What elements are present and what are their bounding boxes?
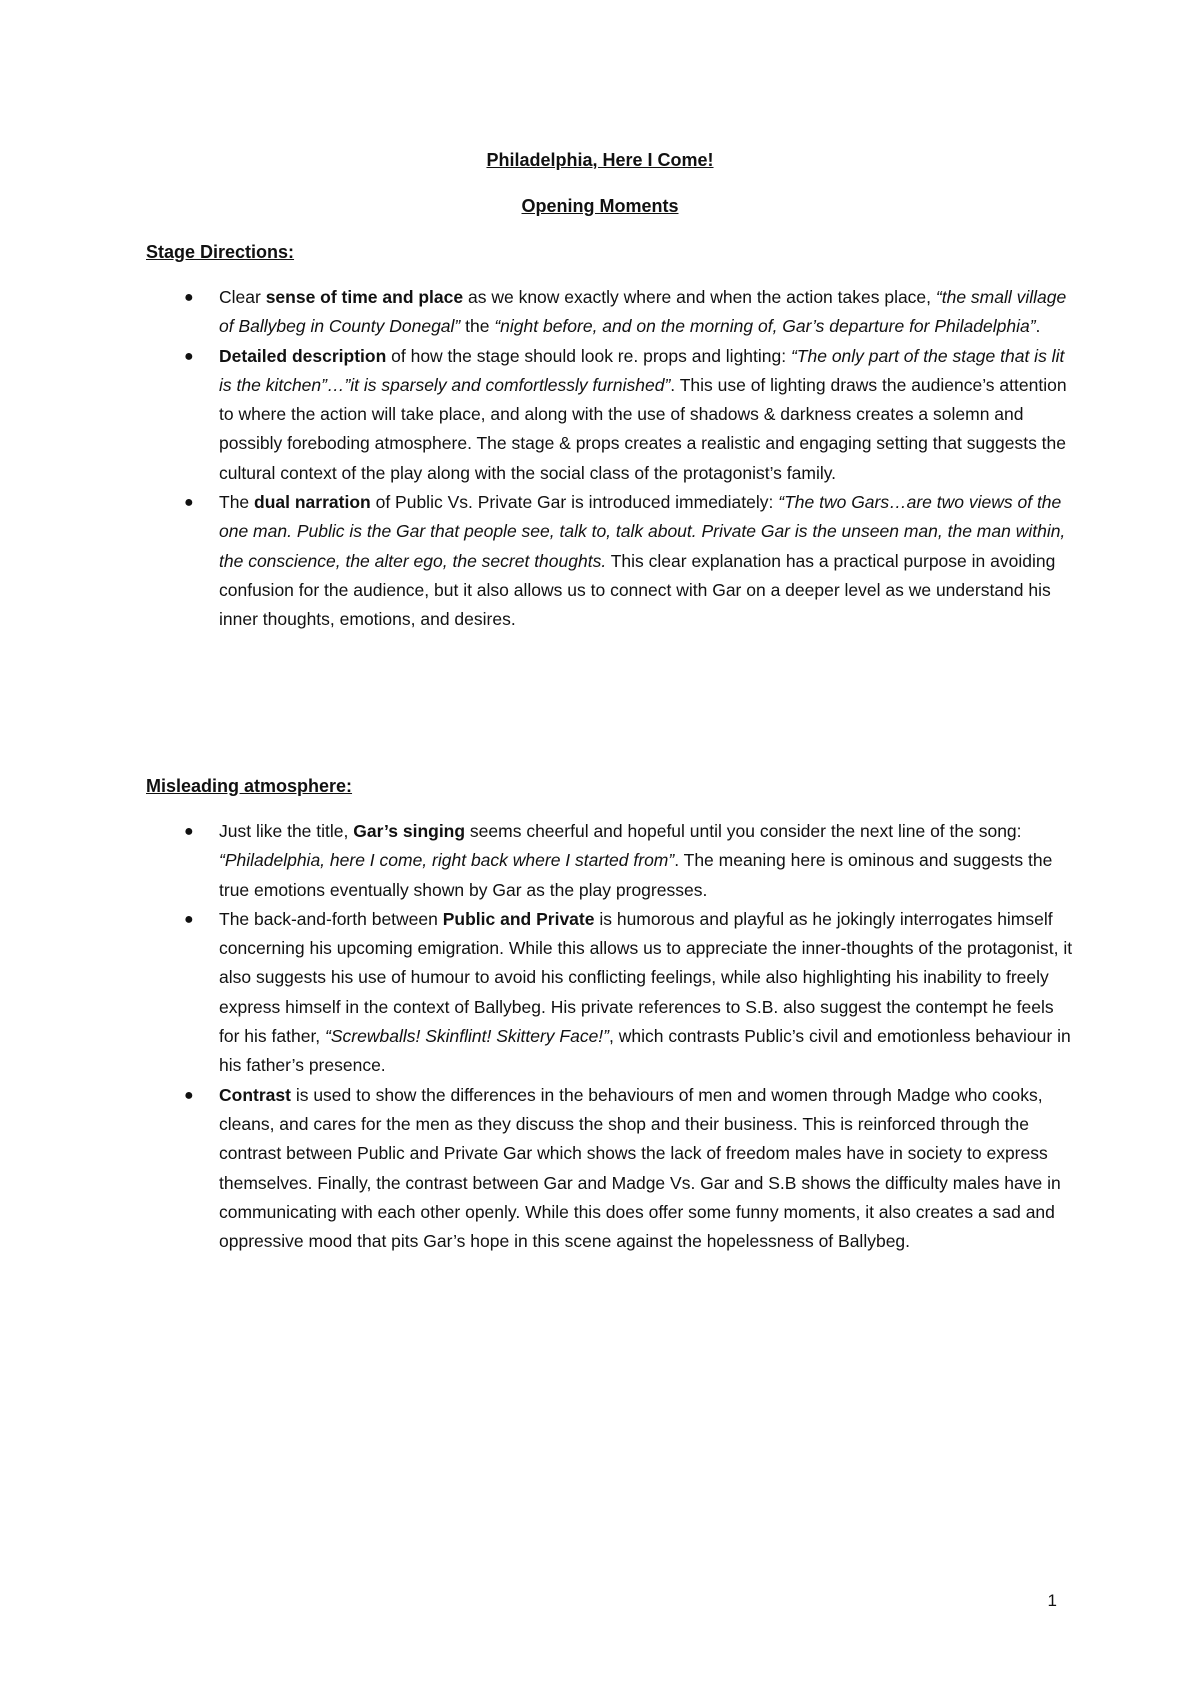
text-run: . This use of lighting draws the audience’s attention to where the action will take place, and along with the use of shadows & darkness creates a solemn and possibly foreboding atmosphere. The stage & props creates a realistic and engaging setting that suggests the cultural context of the play along with the social class of the protagonist’s family. <box>219 374 1067 483</box>
text-run: The <box>219 492 255 513</box>
quotation: “The two Gars…are two views of the one man. Public is the Gar that people see, talk to, talk about. Private Gar is the unseen man, the man within, the conscience, the alter ego, the secret thoughts. <box>219 492 1066 571</box>
quotation: “Screwballs! Skinflint! Skittery Face!” <box>325 1026 609 1047</box>
bullet-text <box>219 821 1052 900</box>
text-run: This clear explanation has a practical purpose in avoiding confusion for the audience, but it also allows us to connect with Gar on a deeper level as we understand his inner thoughts, emotions, and desires. <box>219 550 1056 630</box>
text-run: Clear <box>219 287 266 307</box>
text-run: as we know exactly where and when the action takes place, <box>463 287 936 307</box>
document-title: Philadelphia, Here I Come! <box>486 150 714 170</box>
bullet-dot-icon: ● <box>184 289 194 306</box>
bold-phrase: Gar’s singing <box>353 821 466 841</box>
page-number: 1 <box>1047 1591 1057 1610</box>
bullet-item <box>146 905 1076 1081</box>
bullet-list-misleading-atmosphere <box>146 817 1076 1256</box>
text-run: of how the stage should look re. props and lighting: <box>386 345 791 366</box>
text-run: is used to show the differences in the behaviours of men and women through Madge who cooks, cleans, and cares for the men as they discuss the shop and their business. This is reinforced through the contrast between Public and Private Gar which shows the lack of freedom males have in society to express themselves. Finally, the contrast between Gar and Madge Vs. Gar and S.B shows the difficulty males have in communicating with each other openly. While this does offer some funny moments, it also creates a sad and oppressive mood that pits Gar’s hope in this scene against the hopelessness of Ballybeg. <box>219 1084 1061 1252</box>
bullet-item <box>146 817 1076 905</box>
text-run: . The meaning here is ominous and suggests the true emotions eventually shown by Gar as the play progresses. <box>219 850 1053 900</box>
section-heading-misleading-atmosphere: Misleading atmosphere: <box>146 776 353 796</box>
bold-phrase: Public and Private <box>442 908 595 929</box>
quotation: “the small village of Ballybeg in County Donegal” <box>219 287 1067 337</box>
bullet-text <box>219 287 1066 336</box>
text-run: is humorous and playful as he jokingly interrogates himself concerning his upcoming emigration. While this allows us to appreciate the inner-thoughts of the protagonist, it also suggests his use of humour to avoid his conflicting feelings, while also highlighting his inability to freely express himself in the context of Ballybeg. His private references to S.B. also suggest the contempt he feels for his father, <box>219 908 1073 1047</box>
text-run: The back-and-forth between <box>219 908 443 929</box>
bullet-list-stage-directions <box>146 283 1076 635</box>
bullet-item <box>146 283 1076 342</box>
text-run: the <box>460 316 495 337</box>
section-heading-stage-directions: Stage Directions: <box>146 242 295 262</box>
bullet-dot-icon: ● <box>184 1086 194 1104</box>
bullet-text <box>219 492 1065 629</box>
quotation: “Philadelphia, here I come, right back where I started from” <box>219 850 675 871</box>
text-run: , which contrasts Public’s civil and emotionless behaviour in his father’s presence. <box>219 1026 1071 1076</box>
bullet-text <box>219 1085 1061 1251</box>
text-run: of Public Vs. Private Gar is introduced immediately: <box>370 492 779 513</box>
text-run: Just like the title, <box>219 821 354 841</box>
quotation: “The only part of the stage that is lit is the kitchen”…”it is sparsely and comfortlessly furnished” <box>219 345 1065 395</box>
bullet-item <box>146 342 1076 488</box>
text-run: . <box>1035 316 1041 337</box>
text-run: seems cheerful and hopeful until you consider the next line of the song: <box>465 821 1022 841</box>
bold-phrase: dual narration <box>254 492 371 513</box>
bullet-item <box>146 1081 1076 1257</box>
bullet-dot-icon: ● <box>184 910 194 928</box>
bold-phrase: Contrast <box>219 1084 291 1105</box>
bold-phrase: sense of time and place <box>265 287 464 307</box>
bullet-item <box>146 488 1076 634</box>
bullet-dot-icon: ● <box>184 347 194 365</box>
bullet-text <box>219 909 1072 1075</box>
document-subtitle: Opening Moments <box>521 196 679 216</box>
bold-phrase: Detailed description <box>219 345 387 366</box>
quotation: “night before, and on the morning of, Gar’s departure for Philadelphia” <box>494 316 1036 337</box>
bullet-dot-icon: ● <box>184 823 194 840</box>
bullet-dot-icon: ● <box>184 494 194 512</box>
bullet-text <box>219 346 1067 483</box>
